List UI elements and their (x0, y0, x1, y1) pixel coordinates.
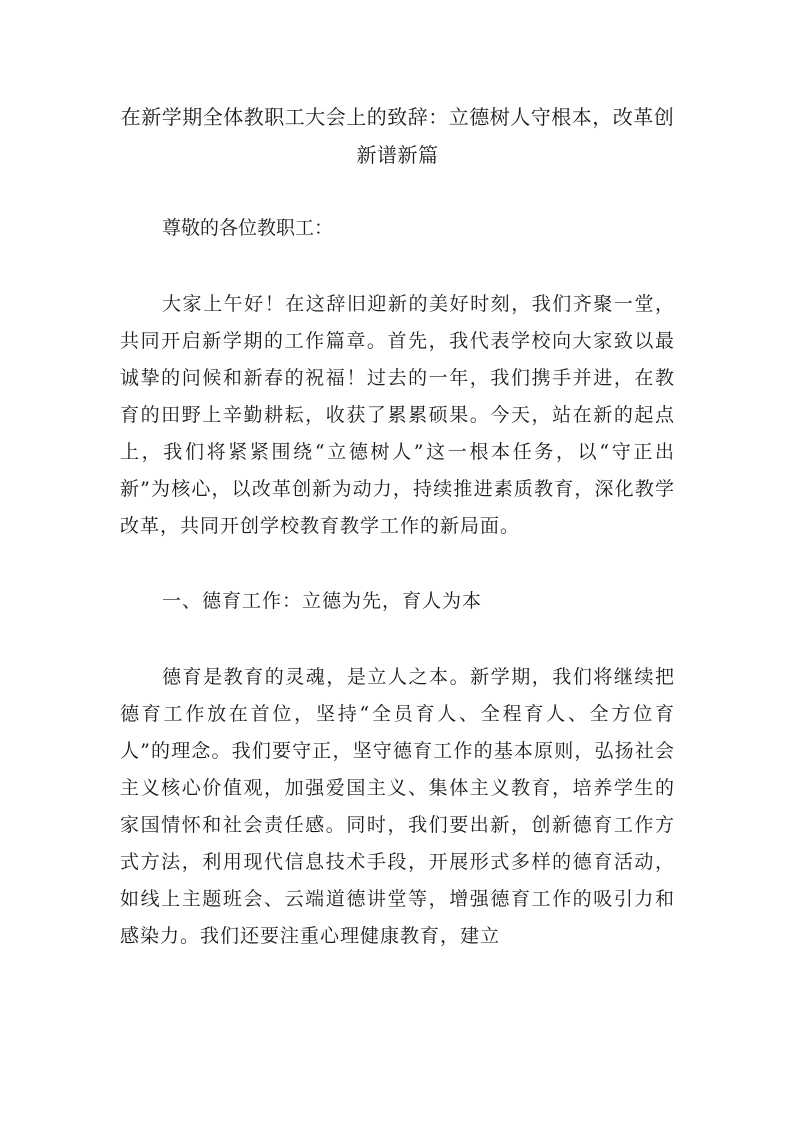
moral-education-paragraph: 德育是教育的灵魂，是立人之本。新学期，我们将继续把德育工作放在首位，坚持“全员育人、全程育人、全方位育人”的理念。我们要守正，坚守德育工作的基本原则，弘扬社会主义核心价值观，加强爱国主义、集体主义教育，培养学生的家国情怀和社会责任感。同时，我们要出新，创新德育工作方式方法，利用现代信息技术手段，开展形式多样的德育活动，如线上主题班会、云端道德讲堂等，增强德育工作的吸引力和感染力。我们还要注重心理健康教育，建立 (120, 666, 675, 947)
section-heading-moral-education: 一、德育工作：立德为先，育人为本 (162, 590, 483, 612)
opening-paragraph: 大家上午好！在这辞旧迎新的美好时刻，我们齐聚一堂，共同开启新学期的工作篇章。首先，我代表学校向大家致以最诚挚的问候和新春的祝福！过去的一年，我们携手并进，在教育的田野上辛勤耕耘，收获了累累硕果。今天，站在新的起点上，我们将紧紧围绕“立德树人”这一根本任务，以“守正出新”为核心，以改革创新为动力，持续推进素质教育，深化教学改革，共同开创学校教育教学工作的新局面。 (120, 293, 675, 537)
salutation: 尊敬的各位教职工： (162, 217, 334, 239)
document-title: 在新学期全体教职工大会上的致辞：立德树人守根本，改革创新谱新篇 (120, 105, 675, 167)
